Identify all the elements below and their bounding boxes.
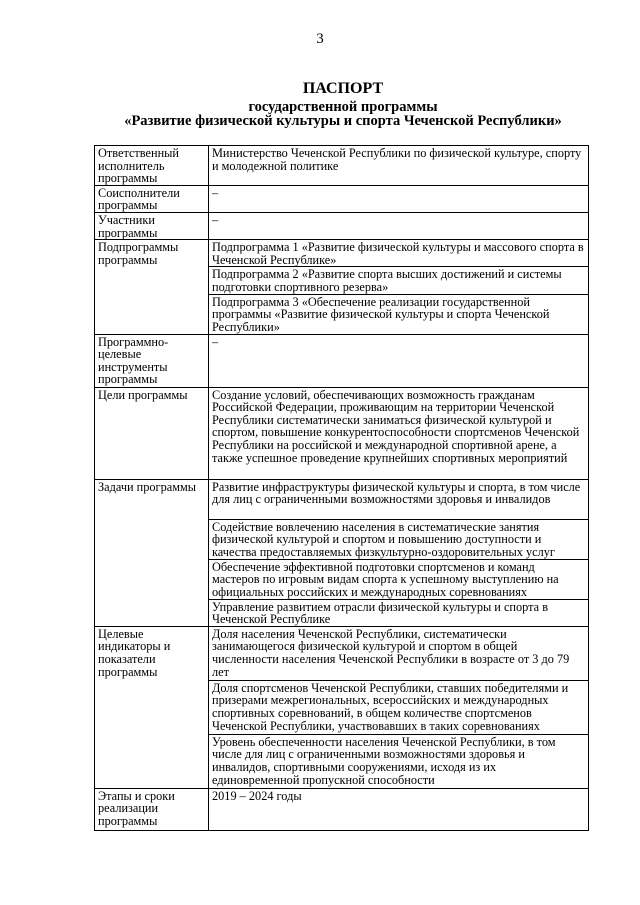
row-responsible [95,146,589,186]
row-indicators [95,626,589,680]
cell-label: Подпрограммы программы [95,240,209,334]
cell-task-1: Развитие инфраструктуры физической культуры и спорта, в том числе для лиц с ограниченными возможностями здоровья и инвалидов [209,479,589,519]
cell-subprogram-1: Подпрограмма 1 «Развитие физической культуры и массового спорта в Чеченской Республике» [209,240,589,267]
title-program-type: государственной программы [248,99,438,115]
cell-indicator-3: Уровень обеспеченности населения Чеченской Республики, в том числе для лиц с ограниченными возможностями здоровья и инвалидов, спортивными сооружениями, исходя из их единовременной пропускной способности [209,734,589,788]
title-program-name: «Развитие физической культуры и спорта Чеченской Республики» [124,113,562,129]
cell-label: Задачи программы [95,479,209,626]
row-coexecutors [95,185,589,212]
row-stages [95,788,589,830]
cell-value: – [209,185,589,212]
cell-indicator-1: Доля населения Чеченской Республики, систематически занимающегося физической культурой и спортом в общей численности населения Чеченской Республики в возрасте от 3 до 79 лет [209,626,589,680]
cell-value: – [209,334,589,387]
cell-indicator-2: Доля спортсменов Чеченской Республики, ставших победителями и призерами межрегиональных, всероссийских и международных спортивных соревнований, в общем количестве спортсменов Чеченской Республики, участвовавших в таких соревнованиях [209,680,589,734]
cell-label: Ответственный исполнитель программы [95,146,209,186]
title-passport: ПАСПОРТ [302,80,384,97]
cell-value: Создание условий, обеспечивающих возможность гражданам Российской Федерации, проживающим на территории Чеченской Республики систематически заниматься физической культурой и спортом, повышение конкурентоспособности спортсменов Чеченской Республики на российской и международной спортивной арене, а также успешное проведение крупнейших спортивных мероприятий [209,387,589,479]
cell-value: 2019 – 2024 годы [209,788,589,830]
cell-value: – [209,212,589,239]
row-tools [95,334,589,387]
cell-label: Соисполнители программы [95,185,209,212]
cell-subprogram-2: Подпрограмма 2 «Развитие спорта высших достижений и системы подготовки спортивного резерва» [209,267,589,294]
row-goals [95,387,589,479]
page-number: 3 [316,31,324,47]
cell-label: Этапы и сроки реализации программы [95,788,209,830]
cell-task-2: Содействие вовлечению населения в систематические занятия физической культурой и спортом и повышению доступности и качества предоставляемых физкультурно-оздоровительных услуг [209,519,589,559]
cell-task-4: Управление развитием отрасли физической культуры и спорта в Чеченской Республике [209,599,589,626]
cell-subprogram-3: Подпрограмма 3 «Обеспечение реализации государственной программы «Развитие физической культуры и спорта Чеченской Республики» [209,294,589,334]
cell-label: Программно-целевые инструменты программы [95,334,209,387]
row-subprograms [95,240,589,267]
cell-value: Министерство Чеченской Республики по физической культуре, спорту и молодежной политике [209,146,589,186]
row-tasks [95,479,589,519]
document-title [0,82,640,128]
cell-label: Целевые индикаторы и показатели программы [95,626,209,788]
cell-label: Цели программы [95,387,209,479]
cell-label: Участники программы [95,212,209,239]
cell-task-3: Обеспечение эффективной подготовки спортсменов и команд мастеров по игровым видам спорта к успешному выступлению на официальных российских и международных соревнованиях [209,559,589,599]
passport-table [94,145,589,831]
row-participants [95,212,589,239]
